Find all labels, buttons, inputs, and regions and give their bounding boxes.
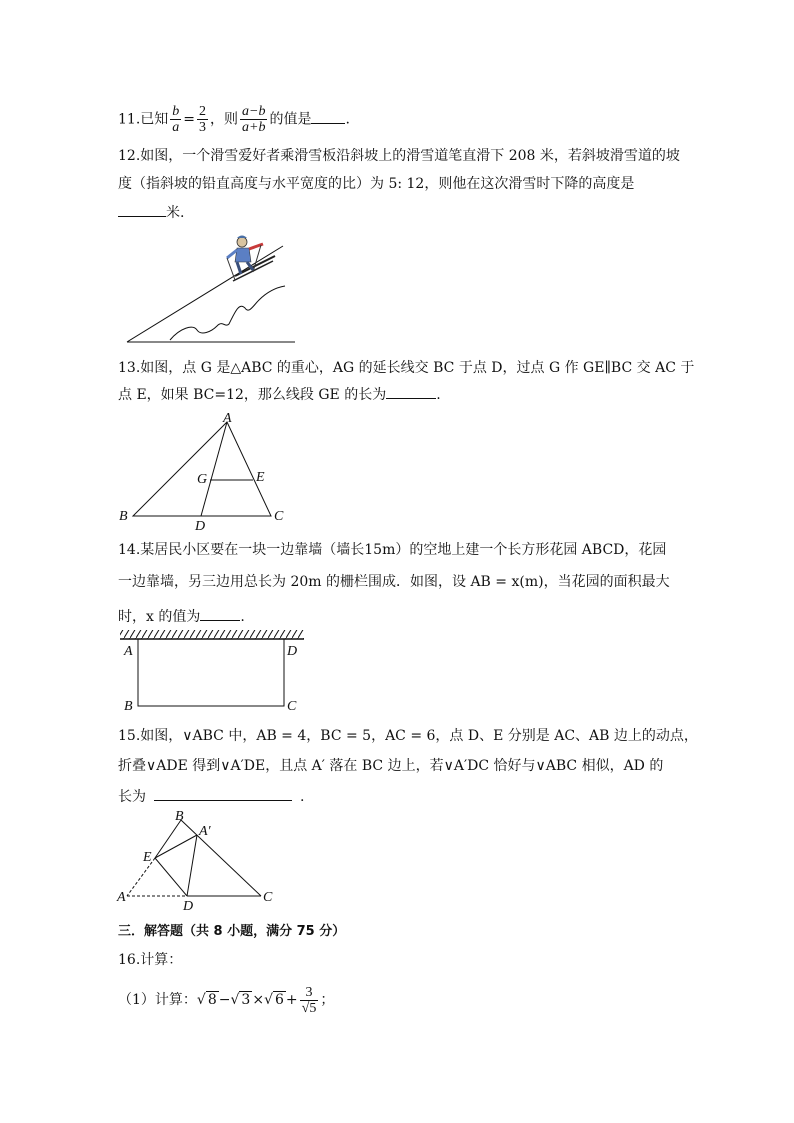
skier-icon: [227, 236, 275, 282]
label-d: D: [183, 899, 194, 912]
label-b: B: [119, 509, 128, 524]
q11-answer-blank[interactable]: [311, 109, 345, 124]
q14-line3: 时，x 的值为 .: [118, 606, 245, 627]
q14-line1: 14.某居民小区要在一块一边靠墙（墙长15m）的空地上建一个长方形花园 ABCD，花园: [118, 542, 667, 558]
label-c: C: [263, 890, 273, 905]
q12-answer-blank[interactable]: [118, 202, 166, 217]
label-a: A: [117, 890, 126, 905]
q14-answer-blank[interactable]: [200, 606, 240, 621]
sqrt-3: 3: [241, 992, 251, 1008]
label-c: C: [274, 509, 284, 524]
garden-rectangle: [138, 639, 284, 706]
q11-line: 11.已知 $\frac{b}{a}$ = $\frac{2}{3}$ ，则 $\frac{a-b}{a+b}$ 的值是 .: [118, 104, 350, 135]
sqrt-6: 6: [275, 992, 284, 1008]
q16-part1: （1）计算：√ 8 −√ 3 ×√ 6 + $\frac{3}{√5}$ ；: [118, 984, 335, 1016]
label-b: B: [175, 809, 184, 824]
label-c: C: [287, 699, 297, 714]
q15-line2: 折叠∨ADE 得到∨A′DE，且点 A′ 落在 BC 边上，若∨A′DC 恰好与∨ABC 相似，AD 的: [118, 758, 664, 774]
triangle-abc-figure: [115, 410, 295, 534]
label-a: A: [223, 411, 232, 426]
triangle-side-ba: [155, 820, 181, 858]
q16-title: 16.计算：: [118, 952, 183, 968]
mountain-outline: [170, 286, 285, 340]
label-e: E: [143, 850, 152, 865]
fold-triangle-figure: [115, 808, 285, 912]
triangle-outline: [133, 422, 271, 516]
q11-frac-2-over-3: $\frac{2}{3}$: [199, 104, 206, 135]
q13-line1: 13.如图，点 G 是△ABC 的重心，AG 的延长线交 BC 于点 D，过点 G 作 GE∥BC 交 AC 于: [118, 360, 695, 376]
q11-frac-expr: $\frac{a-b}{a+b}$: [242, 104, 266, 135]
q13-line2: 点 E，如果 BC=12，那么线段 GE 的长为 .: [118, 384, 441, 405]
wall-hatching: [120, 630, 304, 639]
q12-line2: 度（指斜坡的铅直高度与水平宽度的比）为 5: 12，则他在这次滑雪时下降的高度是: [118, 176, 635, 192]
segment-ea1: [155, 835, 197, 858]
q15-answer-blank[interactable]: [154, 786, 292, 801]
q13-answer-blank[interactable]: [386, 384, 436, 399]
label-b: B: [124, 699, 133, 714]
median-ad: [201, 422, 227, 516]
q12-line1: 12.如图，一个滑雪爱好者乘滑雪板沿斜坡上的滑雪道笔直滑下 208 米，若斜坡滑雪道的坡: [118, 148, 680, 164]
q11-frac-b-over-a: $\frac{b}{a}$: [172, 104, 180, 135]
label-e: E: [256, 470, 265, 485]
slope-line: [127, 246, 283, 342]
q14-line2: 一边靠墙，另三边用总长为 20m 的栅栏围成．如图，设 AB = x(m)，当花园的面积最大: [118, 574, 670, 590]
q15-line3: 长为 .: [118, 786, 304, 807]
label-d: D: [287, 644, 298, 659]
label-a-prime: A′: [199, 824, 211, 839]
label-a: A: [124, 644, 133, 659]
segment-a1d: [187, 835, 197, 896]
section-heading: 三．解答题（共 8 小题，满分 75 分）: [118, 924, 346, 939]
garden-figure: [118, 628, 308, 716]
q11-prefix: 11.已知: [118, 111, 169, 128]
label-d: D: [195, 519, 206, 534]
q16-frac: $\frac{3}{√5}$: [301, 984, 317, 1016]
segment-ed: [155, 858, 187, 896]
skier-figure: [125, 232, 295, 344]
sqrt-8: 8: [207, 992, 217, 1008]
q12-line3: 米.: [118, 202, 184, 223]
label-g: G: [197, 472, 208, 487]
q15-line1: 15.如图，∨ABC 中，AB = 4，BC = 5，AC = 6，点 D、E 分别是 AC、AB 边上的动点，: [118, 728, 698, 744]
